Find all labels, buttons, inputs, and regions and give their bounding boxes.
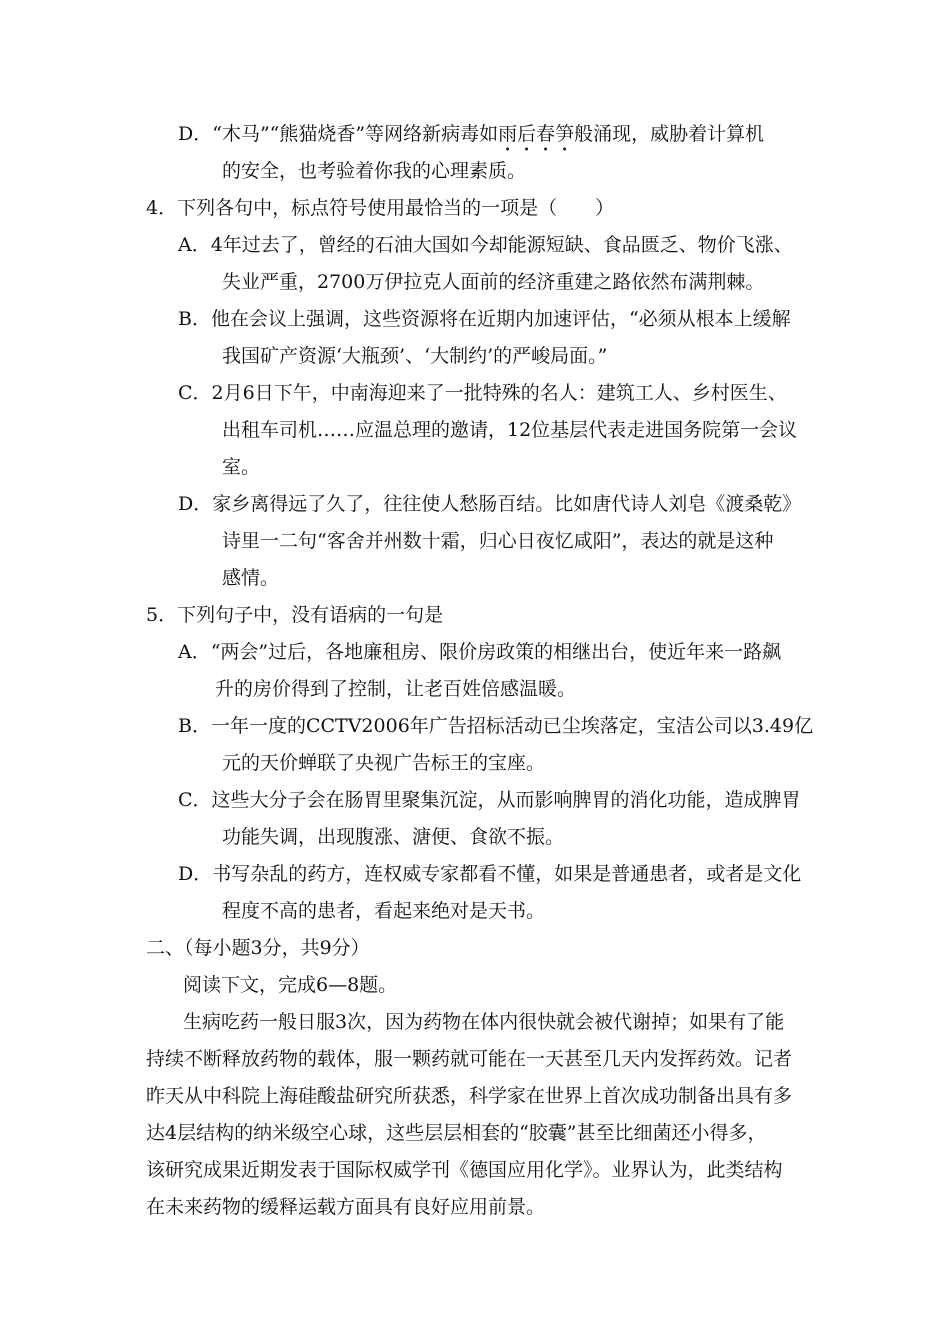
q5-option-a-line-2: 升的房价得到了控制，让老百姓倍感温暖。 (215, 678, 577, 700)
q3-option-d-line-2: 的安全，也考验着你我的心理素质。 (222, 160, 527, 182)
q4-option-d-line-1: D．家乡离得远了久了，往往使人愁肠百结。比如唐代诗人刘皂《渡桑乾》 (178, 493, 802, 515)
section-2-instruction: 阅读下文，完成6—8题。 (183, 974, 398, 996)
q4-option-c-line-3: 室。 (222, 456, 261, 478)
q5-option-c-line-2: 功能失调，出现腹涨、溏便、食欲不振。 (222, 826, 565, 848)
q5-option-a-line-1: A．“两会”过后，各地廉租房、限价房政策的相继出台，使近年来一路飙 (178, 641, 782, 663)
q4-option-c-line-2: 出租车司机……应温总理的邀请，12位基层代表走进国务院第一会议 (222, 419, 798, 441)
passage-line-3: 昨天从中科院上海硅酸盐研究所获悉，科学家在世界上首次成功制备出具有多 (146, 1085, 793, 1107)
passage-line-6: 在未来药物的缓释运载方面具有良好应用前景。 (146, 1196, 546, 1218)
q3-option-d-suffix: 般涌现，威胁着计算机 (574, 123, 765, 145)
section-2-heading: 二、（每小题3分，共9分） (146, 937, 370, 959)
q3-option-d-emphasis: 雨后春笋 (498, 123, 575, 145)
passage-line-4: 达4层结构的纳米级空心球，这些层层相套的“胶囊”甚至比细菌还小得多， (146, 1122, 767, 1144)
q5-option-d-line-2: 程度不高的患者，看起来绝对是天书。 (222, 900, 546, 922)
q4-option-a-line-2: 失业严重，2700万伊拉克人面前的经济重建之路依然布满荆棘。 (222, 271, 765, 293)
q3-option-d-prefix: D．“木马”“熊猫烧香”等网络新病毒如 (178, 123, 499, 145)
q4-option-d-line-3: 感情。 (222, 567, 280, 589)
q5-option-b-line-1: B．一年一度的CCTV2006年广告招标活动已尘埃落定，宝洁公司以3.49亿 (178, 715, 814, 737)
passage-line-1: 生病吃药一般日服3次，因为药物在体内很快就会被代谢掉；如果有了能 (183, 1011, 785, 1033)
q4-option-b-line-2: 我国矿产资源‘大瓶颈’、‘大制约’的严峻局面。” (222, 345, 608, 367)
q5-stem: 5．下列句子中，没有语病的一句是 (146, 604, 444, 626)
passage-line-2: 持续不断释放药物的载体，服一颗药就可能在一天甚至几天内发挥药效。记者 (146, 1048, 793, 1070)
q3-option-d-line-1 (178, 121, 764, 147)
q4-option-c-line-1: C．2月6日下午，中南海迎来了一批特殊的名人：建筑工人、乡村医生、 (178, 382, 787, 404)
q5-option-c-line-1: C．这些大分子会在肠胃里聚集沉淀，从而影响脾胃的消化功能，造成脾胃 (178, 789, 801, 811)
q4-option-b-line-1: B．他在会议上强调，这些资源将在近期内加速评估，“必须从根本上缓解 (178, 308, 791, 330)
q4-stem: 4．下列各句中，标点符号使用最恰当的一项是（ ） (146, 197, 615, 219)
q5-option-d-line-1: D．书写杂乱的药方，连权威专家都看不懂，如果是普通患者，或者是文化 (178, 863, 802, 885)
q4-option-a-line-1: A．4年过去了，曾经的石油大国如今却能源短缺、食品匮乏、物价飞涨、 (178, 234, 793, 256)
passage-line-5: 该研究成果近期发表于国际权威学刊《德国应用化学》。业界认为，此类结构 (146, 1159, 783, 1181)
q4-option-d-line-2: 诗里一二句“客舍并州数十霜，归心日夜忆咸阳”，表达的就是这种 (222, 530, 774, 552)
q5-option-b-line-2: 元的天价蝉联了央视广告标王的宝座。 (222, 752, 546, 774)
